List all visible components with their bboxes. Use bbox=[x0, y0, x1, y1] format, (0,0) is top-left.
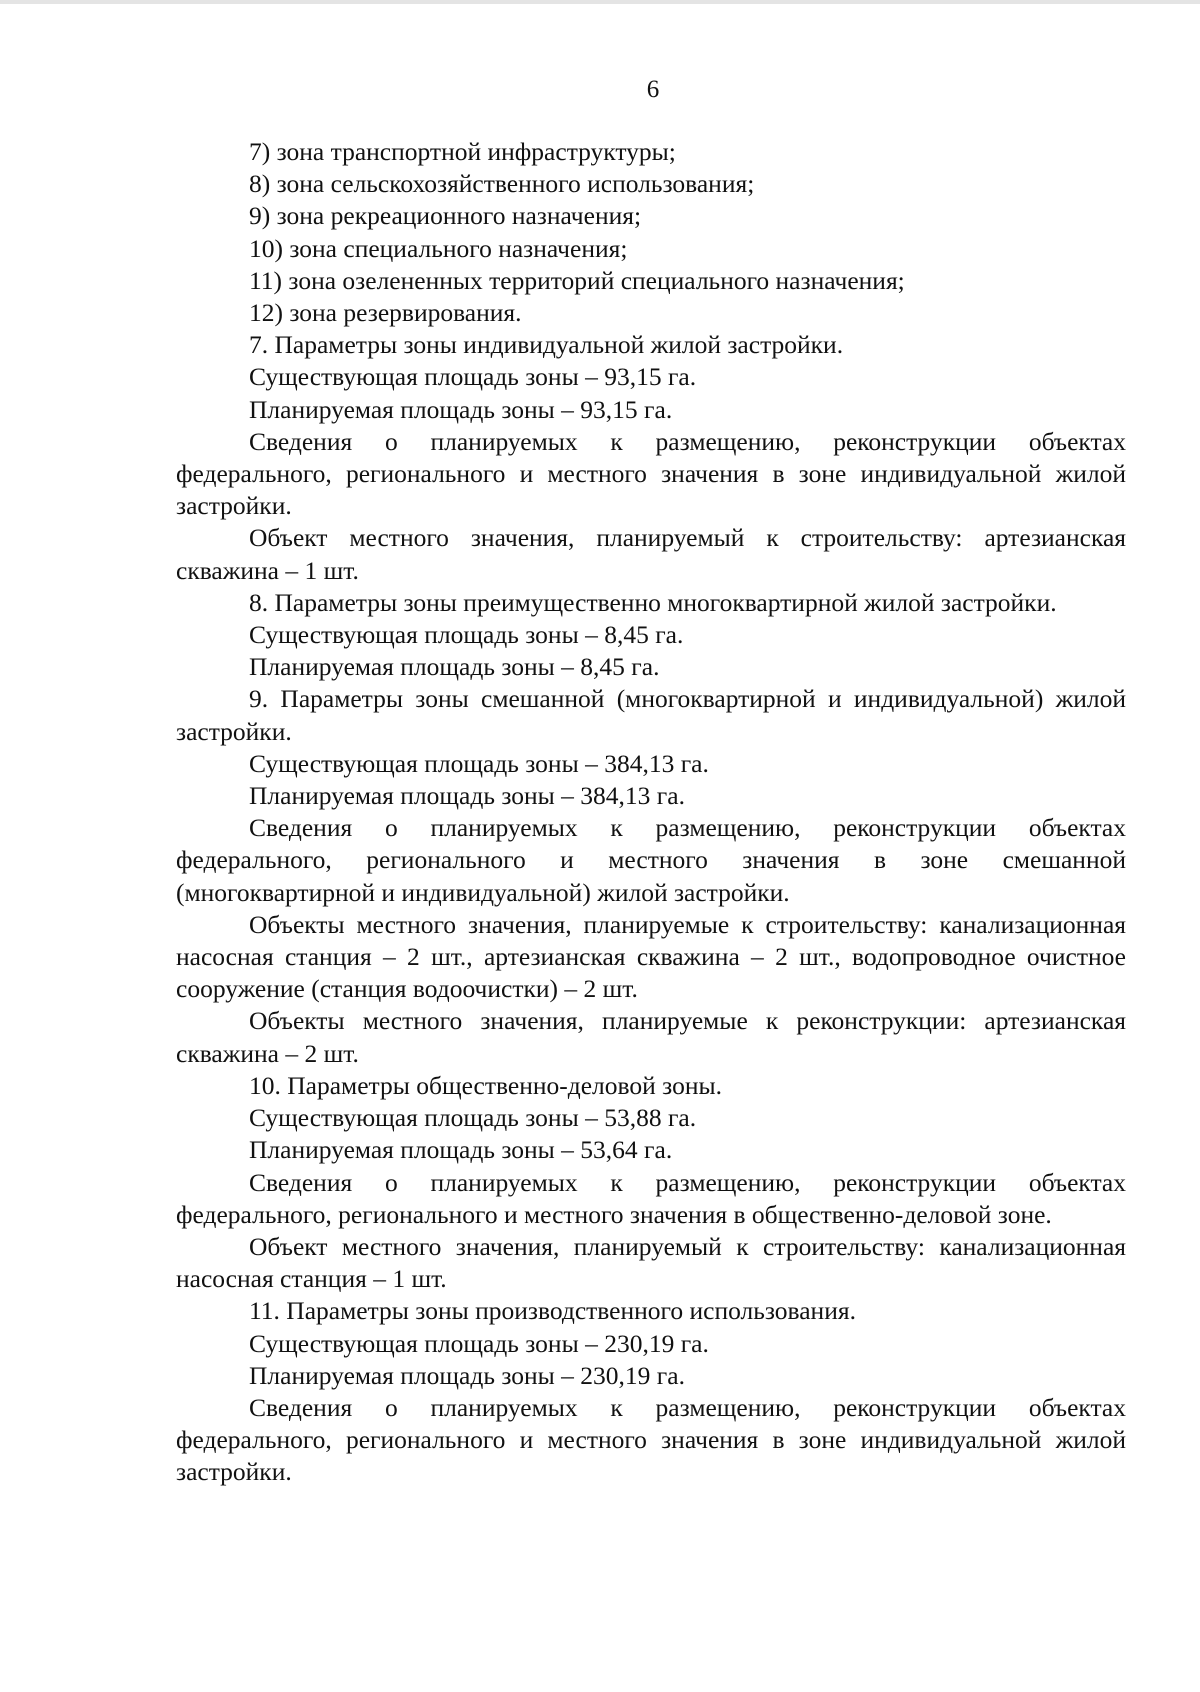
existing-area-11: Существующая площадь зоны – 230,19 га. bbox=[249, 1328, 709, 1358]
construction-objects-9: Объекты местного значения, планируемые к строительству: канализационная насосная станция – 2 шт., артезианская скважина – 2 шт., водопроводное очистное сооружение (станция водоочистки) – 2 шт. bbox=[176, 909, 1126, 1004]
objects-info-9: Сведения о планируемых к размещению, реконструкции объектах федерального, регионального и местного значения в зоне смешанной (многоквартирной и индивидуальной) жилой застройки. bbox=[176, 813, 1126, 907]
planned-area-9: Планируемая площадь зоны – 384,13 га. bbox=[249, 781, 685, 811]
section-heading-10: 10. Параметры общественно-деловой зоны. bbox=[249, 1070, 722, 1100]
list-item-zone-8: 8) зона сельскохозяйственного использования; bbox=[249, 169, 755, 199]
objects-info-7: Сведения о планируемых к размещению, реконструкции объектах федерального, регионального и местного значения в зоне индивидуальной жилой застройки. bbox=[176, 426, 1126, 521]
objects-info-11: Сведения о планируемых к размещению, реконструкции объектах федерального, регионального и местного значения в зоне индивидуальной жилой застройки. bbox=[176, 1392, 1126, 1487]
construction-objects-10: Объект местного значения, планируемый к строительству: канализационная насосная станция – 1 шт. bbox=[176, 1231, 1126, 1294]
planned-area-8: Планируемая площадь зоны – 8,45 га. bbox=[249, 652, 660, 682]
planned-area-7: Планируемая площадь зоны – 93,15 га. bbox=[249, 394, 673, 424]
list-item-zone-9: 9) зона рекреационного назначения; bbox=[249, 201, 642, 231]
existing-area-10: Существующая площадь зоны – 53,88 га. bbox=[249, 1103, 697, 1133]
scan-top-edge bbox=[0, 0, 1200, 4]
document-body bbox=[176, 136, 1126, 1489]
list-item-zone-10: 10) зона специального назначения; bbox=[249, 233, 628, 263]
section-heading-11: 11. Параметры зоны производственного использования. bbox=[249, 1296, 856, 1326]
list-item-zone-7: 7) зона транспортной инфраструктуры; bbox=[249, 137, 676, 166]
existing-area-8: Существующая площадь зоны – 8,45 га. bbox=[249, 620, 684, 650]
existing-area-9: Существующая площадь зоны – 384,13 га. bbox=[249, 748, 709, 778]
page-number: 6 bbox=[646, 76, 660, 103]
reconstruction-objects-9: Объекты местного значения, планируемые к реконструкции: артезианская скважина – 2 шт. bbox=[176, 1006, 1126, 1068]
planned-area-11: Планируемая площадь зоны – 230,19 га. bbox=[249, 1360, 685, 1390]
planned-area-10: Планируемая площадь зоны – 53,64 га. bbox=[249, 1135, 673, 1165]
list-item-zone-12: 12) зона резервирования. bbox=[249, 298, 522, 328]
existing-area-7: Существующая площадь зоны – 93,15 га. bbox=[249, 362, 697, 392]
section-heading-7: 7. Параметры зоны индивидуальной жилой застройки. bbox=[249, 330, 844, 360]
section-heading-9: 9. Параметры зоны смешанной (многоквартирной и индивидуальной) жилой застройки. bbox=[176, 684, 1126, 746]
list-item-zone-11: 11) зона озелененных территорий специального назначения; bbox=[249, 265, 905, 295]
section-heading-8: 8. Параметры зоны преимущественно многоквартирной жилой застройки. bbox=[249, 587, 1057, 617]
construction-objects-7: Объект местного значения, планируемый к строительству: артезианская скважина – 1 шт. bbox=[176, 523, 1126, 585]
objects-info-10: Сведения о планируемых к размещению, реконструкции объектах федерального, регионального и местного значения в общественно-деловой зоне. bbox=[176, 1167, 1126, 1229]
